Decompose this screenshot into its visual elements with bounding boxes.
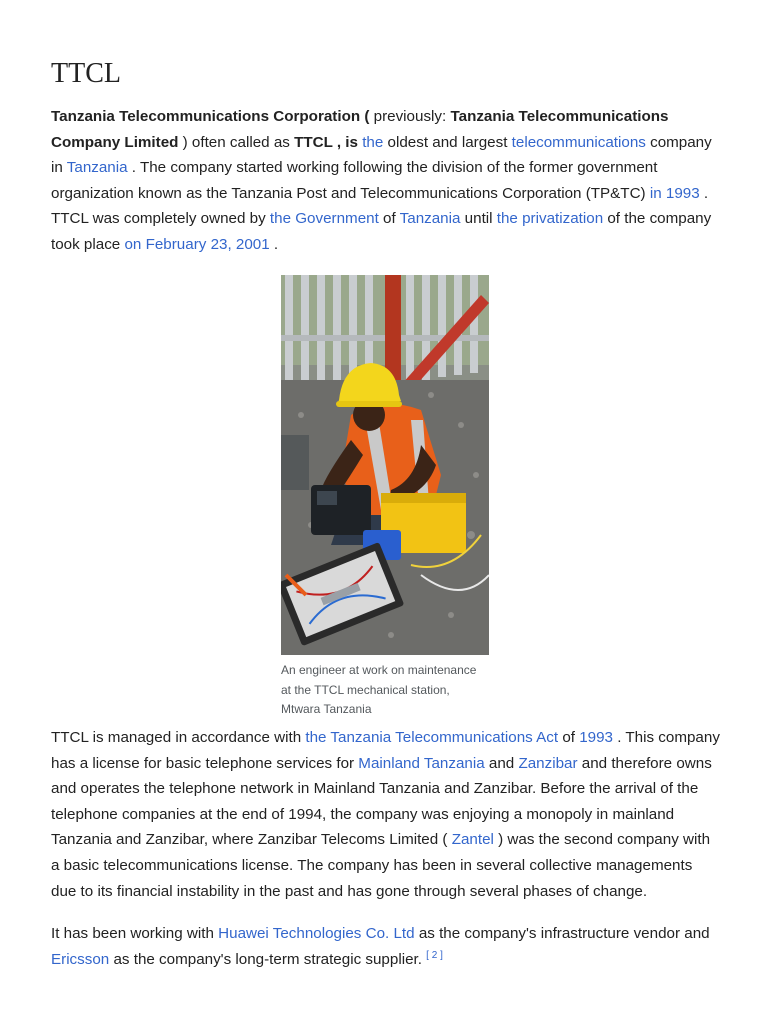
body-text: TTCL is managed in accordance with	[51, 729, 306, 746]
link-the[interactable]: the	[362, 133, 384, 151]
link-huawei[interactable]: Huawei Technologies Co. Ltd	[218, 925, 415, 942]
intro-text: of the company took place	[51, 210, 712, 253]
link-mainland-tanzania[interactable]: Mainland Tanzania	[358, 754, 485, 772]
intro-text: .	[269, 235, 279, 253]
link-1993[interactable]: 1993	[579, 729, 613, 746]
body-text: of	[558, 729, 580, 746]
link-in-1993[interactable]: in 1993	[649, 184, 700, 202]
link-telecom-act[interactable]: the Tanzania Telecommunications Act	[305, 729, 559, 746]
figure	[281, 275, 489, 720]
management-paragraph	[51, 725, 721, 904]
link-telecommunications[interactable]: telecommunications	[511, 133, 646, 151]
previous-name: Tanzania Telecommunications Company Limited	[51, 108, 669, 151]
link-ericsson[interactable]: Ericsson	[51, 950, 110, 968]
intro-text: ) often called as	[178, 133, 295, 151]
body-text: and	[484, 754, 519, 772]
body-text: as the company's infrastructure vendor and	[414, 925, 710, 942]
intro-text: until	[460, 210, 497, 228]
intro-text: oldest and largest	[383, 133, 512, 151]
link-zanzibar[interactable]: Zanzibar	[518, 754, 578, 772]
intro-text: . The company started working following the division of the former government organization known as the Tanzania Post and Telecommunications Corporation (TP&TC)	[51, 159, 658, 202]
page-title: TTCL	[51, 58, 121, 89]
intro-paragraph	[51, 104, 721, 258]
body-text: It has been working with	[51, 925, 219, 942]
body-text: . This company has a license for basic telephone services for	[51, 729, 720, 772]
link-tanzania[interactable]: Tanzania	[66, 159, 128, 177]
link-zantel[interactable]: Zantel	[451, 831, 494, 849]
intro-text: of	[378, 210, 400, 228]
link-the-government[interactable]: the Government	[269, 210, 379, 228]
figure-caption: An engineer at work on maintenance at the TTCL mechanical station, Mtwara Tanzania	[281, 663, 477, 716]
reference-link[interactable]: [ 2 ]	[426, 949, 443, 961]
abbreviation: TTCL , is	[294, 133, 358, 151]
vendors-paragraph	[51, 921, 721, 972]
intro-text: . TTCL was completely owned by	[51, 184, 709, 228]
body-text: as the company's long-term strategic supplier.	[109, 950, 427, 968]
company-name: Tanzania Telecommunications Corporation (	[51, 108, 370, 125]
link-tanzania-2[interactable]: Tanzania	[399, 210, 461, 228]
engineer-photo[interactable]	[281, 275, 489, 655]
link-date[interactable]: on February 23, 2001	[124, 235, 270, 253]
body-text: ) was the second company with a basic telecommunications license. The company has been in several collective managements due to its financial instability in the past and has gone through several phases of change.	[51, 831, 711, 900]
link-the-privatization[interactable]: the privatization	[496, 210, 604, 228]
intro-text: previously:	[369, 108, 451, 125]
intro-text: company in	[51, 133, 712, 177]
body-text: and therefore owns and operates the telephone network in Mainland Tanzania and Zanzibar. Before the arrival of the telephone companies at the end of 1994, the company was enjoying a monopoly in mainland Tanzania and Zanzibar, where Zanzibar Telecoms Limited (	[51, 754, 712, 849]
